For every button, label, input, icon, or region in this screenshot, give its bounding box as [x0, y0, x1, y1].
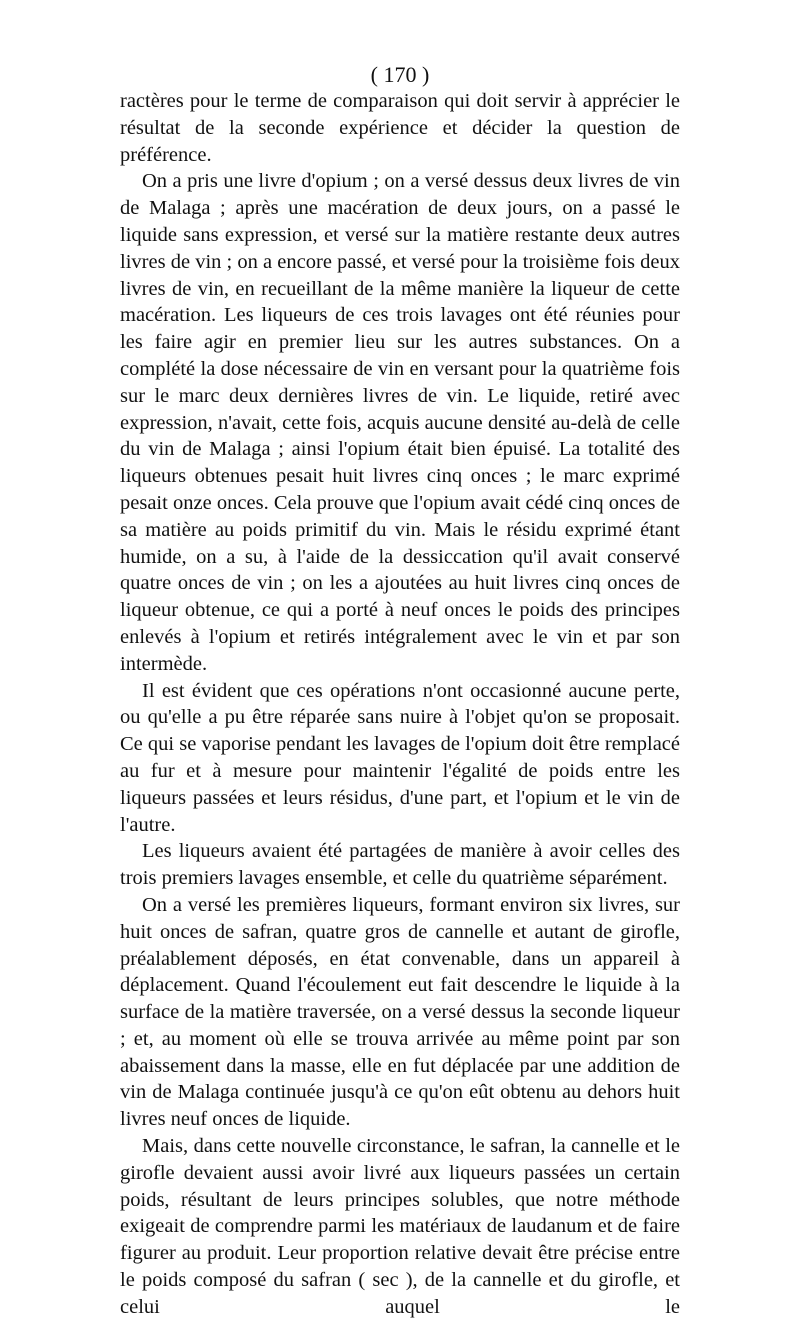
paragraph-6: Mais, dans cette nouvelle circonstance, le safran, la cannelle et le girofle devaient aussi avoir livré aux liqueurs passées un certain poids, résultant de leurs principes solubles, que notre méthode exigeait de comprendre parmi les matériaux de laudanum et de faire figurer au produit. Leur proportion relative devait être précise entre le poids composé du safran ( sec ), de la cannelle et du girofle, et celui auquel le	[120, 1135, 680, 1318]
paragraph-3: Il est évident que ces opérations n'ont occasionné aucune perte, ou qu'elle a pu être réparée sans nuire à l'objet qu'on se proposait. Ce qui se vaporise pendant les lavages de l'opium doit être remplacé au fur et à mesure pour maintenir l'égalité de poids entre les liqueurs passées et leurs résidus, d'une part, et l'opium et le vin de l'autre.	[120, 679, 680, 836]
paragraph-4: Les liqueurs avaient été partagées de manière à avoir celles des trois premiers lavages ensemble, et celle du quatrième séparément.	[120, 840, 680, 890]
page-number: ( 170 )	[370, 62, 430, 87]
paragraph-1: ractères pour le terme de comparaison qui doit servir à apprécier le résultat de la seconde expérience et décider la question de préférence.	[120, 90, 680, 166]
book-page	[120, 62, 680, 1321]
paragraph-2: On a pris une livre d'opium ; on a versé dessus deux livres de vin de Malaga ; après une macération de deux jours, on a passé le liquide sans expression, et versé sur la matière restante deux autres livres de vin ; on a encore passé, et versé pour la troisième fois deux livres de vin, en recueillant de la même manière la liqueur de cette macération. Les liqueurs de ces trois lavages ont été réunies pour les faire agir en premier lieu sur les autres substances. On a complété la dose nécessaire de vin en versant pour la quatrième fois sur le marc deux dernières livres de vin. Le liquide, retiré avec expression, n'avait, cette fois, acquis aucune densité au-delà de celle du vin de Malaga ; ainsi l'opium était bien épuisé. La totalité des liqueurs obtenues pesait huit livres cinq onces ; le marc exprimé pesait onze onces. Cela prouve que l'opium avait cédé cinq onces de sa matière au poids primitif du vin. Mais le résidu exprimé étant humide, on a su, à l'aide de la dessiccation qu'il avait conservé quatre onces de vin ; on les a ajoutées au huit livres cinq onces de liqueur obtenue, ce qui a porté à neuf onces le poids des principes enlevés à l'opium et retirés intégralement avec le vin et par son intermède.	[120, 170, 680, 675]
paragraph-5: On a versé les premières liqueurs, formant environ six livres, sur huit onces de safran, quatre gros de cannelle et autant de girofle, préalablement déposés, en état convenable, dans un appareil à déplacement. Quand l'écoulement eut fait descendre le liquide à la surface de la matière traversée, on a versé dessus la seconde liqueur ; et, au moment où elle se trouva arrivée au même point par son abaissement dans la masse, elle en fut déplacée par une addition de vin de Malaga continuée jusqu'à ce qu'on eût obtenu au dehors huit livres neuf onces de liquide.	[120, 893, 680, 1131]
